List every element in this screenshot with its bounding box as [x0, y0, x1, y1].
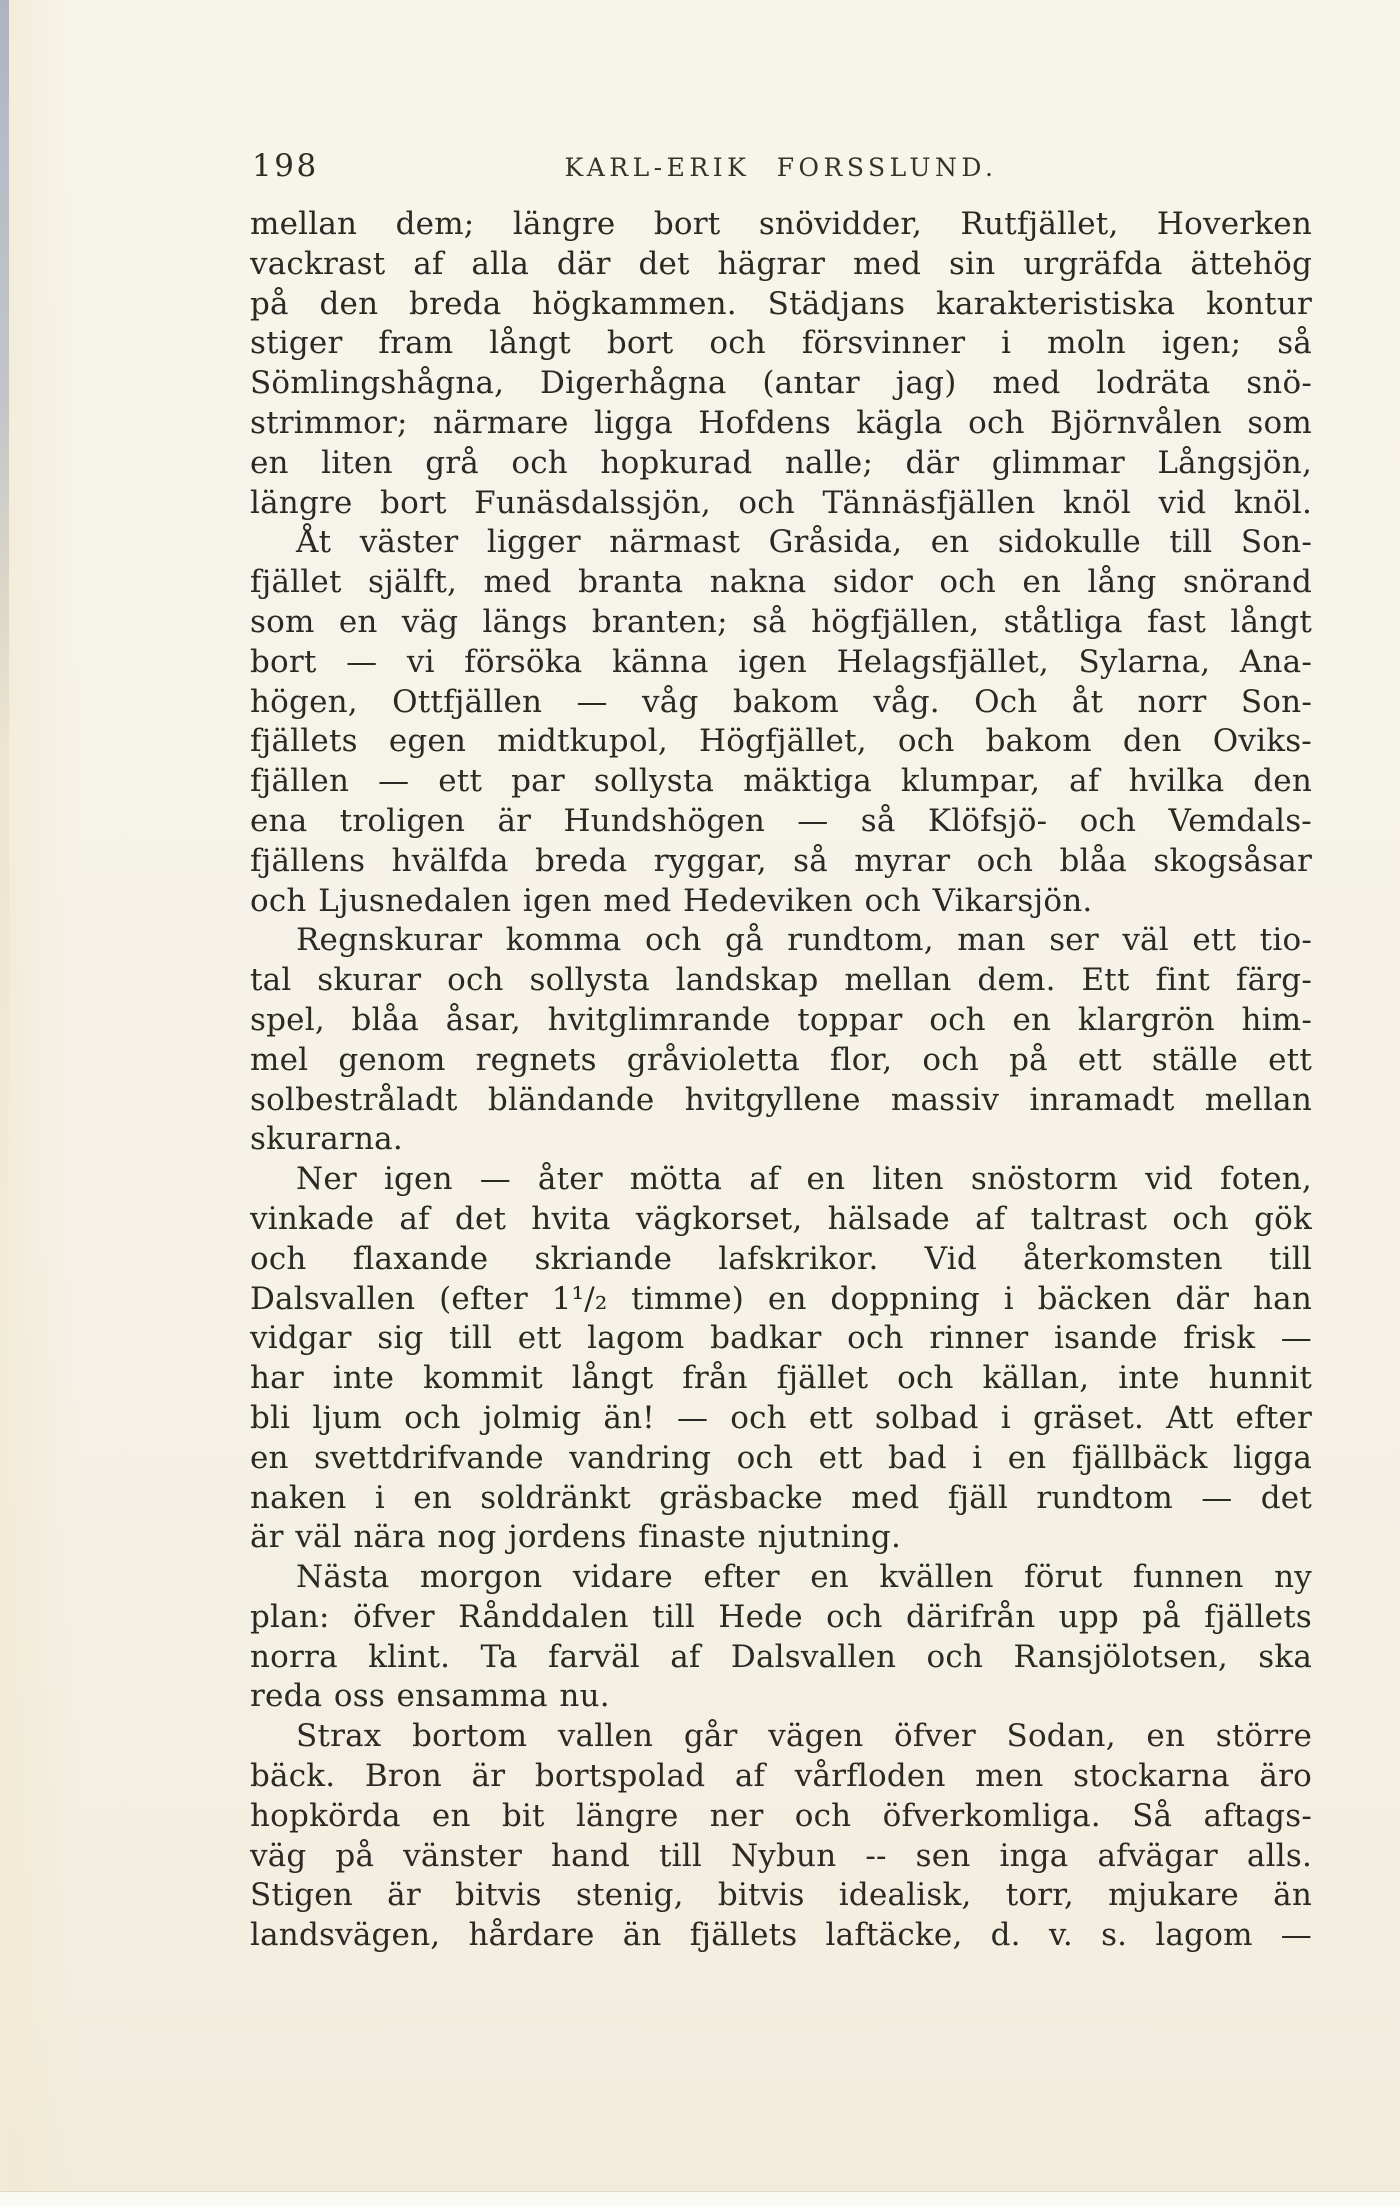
text-line: Stigen är bitvis stenig, bitvis idealisk, torr, mjukare än — [250, 1877, 1312, 1914]
text-line: mellan dem; längre bort snövidder, Rutfjället, Hoverken — [250, 206, 1312, 242]
text-line: är väl nära nog jordens finaste njutning. — [250, 1519, 902, 1556]
text-line: reda oss ensamma nu. — [250, 1678, 610, 1715]
text-line: stiger fram långt bort och försvinner i moln igen; så — [250, 325, 1312, 362]
scan-bottom-edge — [0, 2192, 1400, 2206]
text-line: Dalsvallen (efter 1¹/₂ timme) en doppning i bäcken där han — [250, 1280, 1312, 1317]
text-line: vinkade af det hvita vägkorset, hälsade af taltrast och gök — [250, 1200, 1312, 1237]
text-line: naken i en soldränkt gräsbacke med fjäll rundtom — det — [250, 1479, 1312, 1516]
text-line: bort — vi försöka känna igen Helagsfjället, Sylarna, Ana- — [250, 643, 1312, 680]
text-line: Nästa morgon vidare efter en kvällen förut funnen ny — [296, 1559, 1312, 1596]
paragraph — [250, 1160, 1312, 1558]
text-line: som en väg längs branten; så högfjällen, ståtliga fast långt — [250, 603, 1312, 640]
text-line: längre bort Funäsdalssjön, och Tännäsfjällen knöl vid knöl. — [250, 484, 1312, 521]
page-number: 198 — [252, 148, 319, 184]
text-line: spel, blåa åsar, hvitglimrande toppar och en klargrön him- — [250, 1001, 1312, 1038]
scan-left-edge — [0, 0, 9, 2206]
paragraph — [250, 523, 1312, 921]
text-line: hopkörda en bit längre ner och öfverkomliga. Så aftags- — [250, 1797, 1312, 1834]
text-line: bli ljum och jolmig än! — och ett solbad i gräset. Att efter — [250, 1399, 1312, 1436]
text-line: högen, Ottfjällen — våg bakom våg. Och åt norr Son- — [250, 683, 1312, 720]
text-line: landsvägen, hårdare än fjällets laftäcke, d. v. s. lagom — — [250, 1917, 1312, 1954]
text-line: och Ljusnedalen igen med Hedeviken och Vikarsjön. — [250, 882, 1093, 919]
text-line: och flaxande skriande lafskrikor. Vid återkomsten till — [250, 1240, 1312, 1277]
paper-tint — [9, 0, 79, 2206]
text-line: plan: öfver Rånddalen till Hede och därifrån upp på fjällets — [250, 1598, 1312, 1635]
text-line: strimmor; närmare ligga Hofdens kägla och Björnvålen som — [250, 404, 1312, 441]
page-header — [250, 148, 1312, 205]
text-line: Sömlingshågna, Digerhågna (antar jag) med lodräta snö- — [250, 365, 1312, 402]
text-line: ena troligen är Hundshögen — så Klöfsjö- och Vemdals- — [250, 802, 1312, 839]
text-line: fjället själft, med branta nakna sidor och en lång snörand — [250, 564, 1312, 601]
text-line: vidgar sig till ett lagom badkar och rinner isande frisk — — [250, 1320, 1312, 1357]
body-text — [250, 205, 1312, 1956]
book-page — [250, 148, 1312, 1956]
text-line: norra klint. Ta farväl af Dalsvallen och Ransjölotsen, ska — [250, 1638, 1312, 1675]
running-head: KARL-ERIK FORSSLUND. — [564, 153, 998, 182]
text-line: fjällets egen midtkupol, Högfjället, och bakom den Oviks- — [250, 723, 1312, 760]
text-line: skurarna. — [250, 1121, 403, 1158]
text-line: tal skurar och sollysta landskap mellan dem. Ett fint färg- — [250, 962, 1312, 999]
paragraph — [250, 205, 1312, 523]
text-line: väg på vänster hand till Nybun -- sen inga afvägar alls. — [250, 1837, 1312, 1874]
text-line: har inte kommit långt från fjället och källan, inte hunnit — [250, 1360, 1312, 1397]
text-line: Ner igen — åter mötta af en liten snöstorm vid foten, — [296, 1161, 1312, 1198]
text-line: fjällen — ett par sollysta mäktiga klumpar, af hvilka den — [250, 763, 1312, 800]
text-line: bäck. Bron är bortspolad af vårfloden men stockarna äro — [250, 1758, 1312, 1795]
text-line: en liten grå och hopkurad nalle; där glimmar Långsjön, — [250, 444, 1312, 481]
text-line: en svettdrifvande vandring och ett bad i en fjällbäck ligga — [250, 1439, 1312, 1476]
text-line: Strax bortom vallen går vägen öfver Sodan, en större — [296, 1718, 1312, 1755]
text-line: Regnskurar komma och gå rundtom, man ser väl ett tio- — [296, 922, 1312, 959]
paragraph — [250, 1558, 1312, 1717]
text-line: solbestråladt bländande hvitgyllene massiv inramadt mellan — [250, 1081, 1312, 1118]
paragraph — [250, 1717, 1312, 1956]
text-line: mel genom regnets gråvioletta flor, och på ett ställe ett — [250, 1041, 1312, 1078]
paragraph — [250, 921, 1312, 1160]
text-line: fjällens hvälfda breda ryggar, så myrar och blåa skogsåsar — [250, 842, 1312, 879]
text-line: Åt väster ligger närmast Gråsida, en sidokulle till Son- — [296, 524, 1312, 561]
text-line: på den breda högkammen. Städjans karakteristiska kontur — [250, 285, 1312, 322]
text-line: vackrast af alla där det hägrar med sin urgräfda ättehög — [250, 245, 1312, 282]
